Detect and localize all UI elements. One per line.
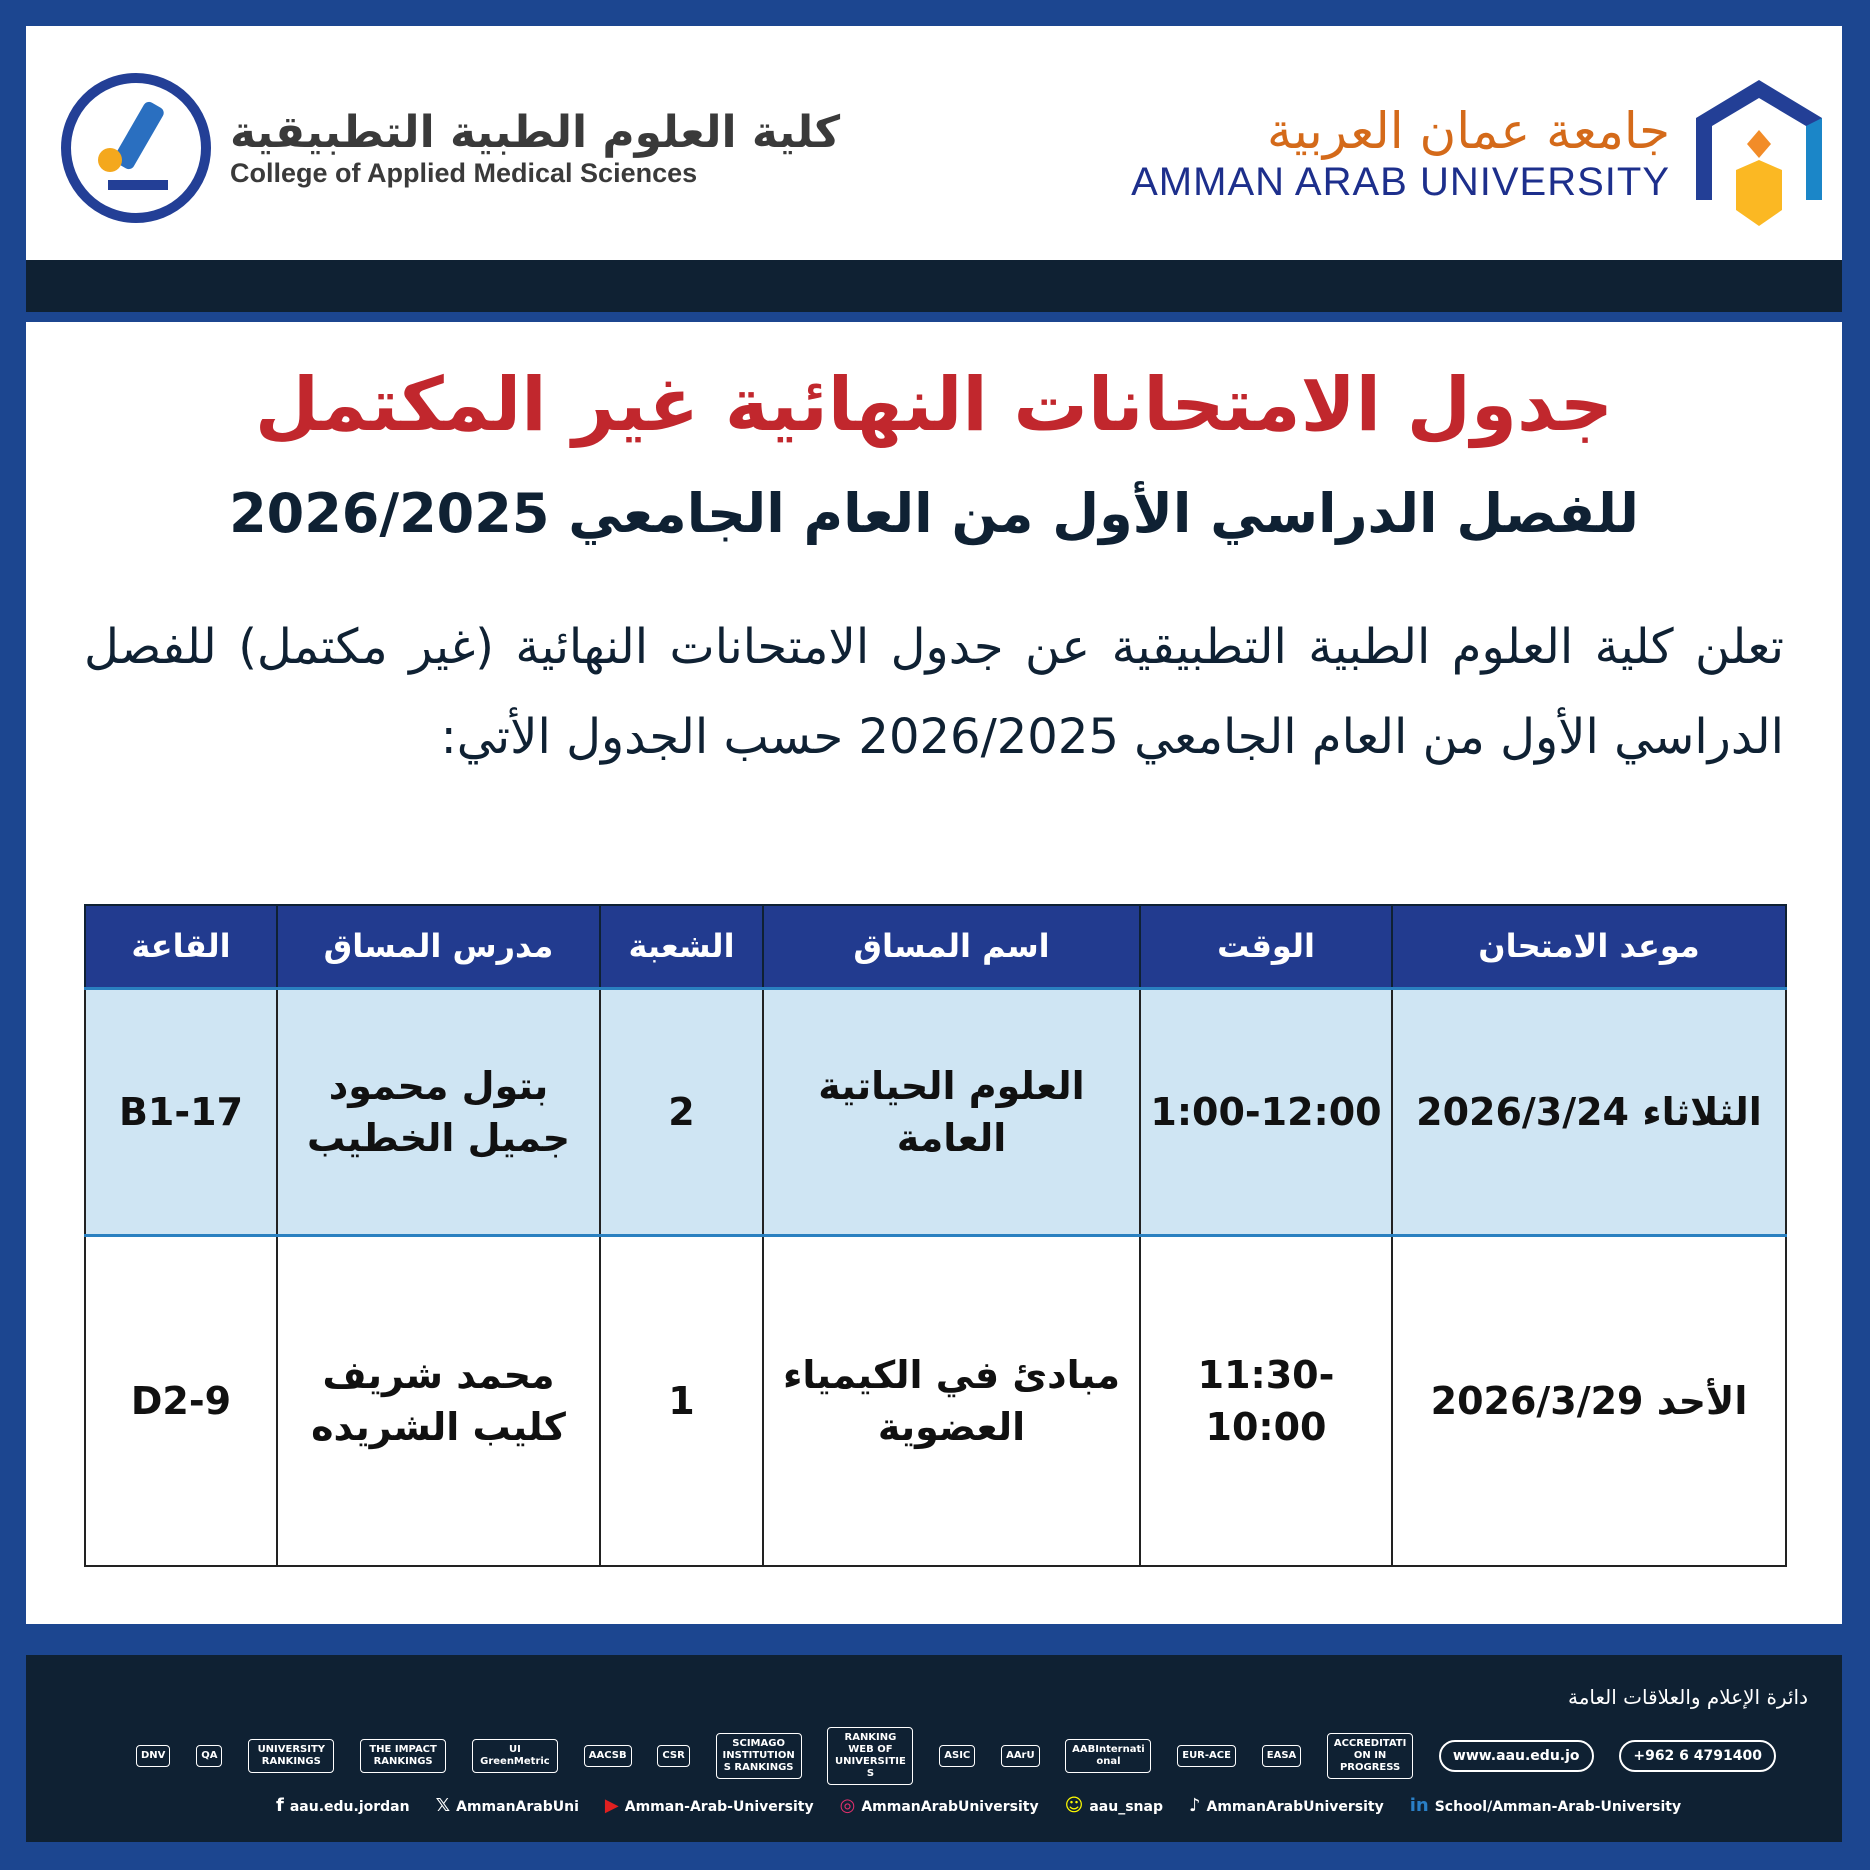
- university-emblem-icon: [1696, 80, 1822, 226]
- column-header: مدرس المساق: [277, 905, 600, 988]
- accreditation-badge: CSR: [657, 1745, 689, 1767]
- table-row: [85, 1235, 1786, 1566]
- accreditation-badge: AArU: [1001, 1745, 1040, 1767]
- announcement-text: تعلن كلية العلوم الطبية التطبيقية عن جدول الامتحانات النهائية (غير مكتمل) للفصل الدراسي الأول من العام الجامعي 2026/2025 حسب الجدول الأتي:: [84, 619, 1784, 765]
- exam-time: 11:30-10:00: [1140, 1235, 1392, 1566]
- header-divider-bar: [26, 260, 1842, 312]
- accreditation-badge: RANKING WEB OF UNIVERSITIES: [827, 1727, 913, 1785]
- website-link[interactable]: www.aau.edu.jo: [1439, 1740, 1594, 1772]
- exam-time: 1:00-12:00: [1140, 988, 1392, 1235]
- social-youtube[interactable]: ▶ Amman-Arab-University: [604, 1795, 814, 1816]
- social-instagram[interactable]: ◎ AmmanArabUniversity: [839, 1795, 1039, 1816]
- instructor: بتول محمود جميل الخطيب: [277, 988, 600, 1235]
- table-row: [85, 988, 1786, 1235]
- footer: [26, 1655, 1842, 1842]
- header: [26, 26, 1842, 260]
- social-x[interactable]: 𝕏 AmmanArabUni: [435, 1795, 579, 1816]
- department-name: دائرة الإعلام والعلاقات العامة: [1567, 1685, 1808, 1709]
- phone-number[interactable]: +962 6 4791400: [1619, 1740, 1776, 1772]
- college-name-ar: كلية العلوم الطبية التطبيقية: [230, 107, 841, 158]
- exam-date: الثلاثاء 2026/3/24: [1392, 988, 1786, 1235]
- exam-schedule-table: [84, 904, 1787, 1567]
- accreditation-badges: [136, 1727, 1776, 1785]
- column-header: موعد الامتحان: [1392, 905, 1786, 988]
- accreditation-badge: AACSB: [584, 1745, 632, 1767]
- room: B1-17: [85, 988, 277, 1235]
- column-header: الشعبة: [600, 905, 763, 988]
- social-linkedin[interactable]: in School/Amman-Arab-University: [1409, 1795, 1682, 1816]
- college-name-en: College of Applied Medical Sciences: [230, 158, 698, 188]
- accreditation-badge: ACCREDITATION IN PROGRESS: [1327, 1733, 1413, 1779]
- microscope-logo-icon: [58, 70, 214, 226]
- page-subtitle: للفصل الدراسي الأول من العام الجامعي 2026/2025: [229, 482, 1639, 545]
- announcement: [26, 322, 1842, 1624]
- accreditation-badge: UI GreenMetric: [472, 1739, 558, 1773]
- instagram-icon: ◎: [839, 1795, 856, 1816]
- course-name: العلوم الحياتية العامة: [763, 988, 1140, 1235]
- table-header-row: [85, 905, 1786, 988]
- social-facebook[interactable]: f aau.edu.jordan: [276, 1795, 410, 1816]
- accreditation-badge: EUR-ACE: [1177, 1745, 1236, 1767]
- room: D2-9: [85, 1235, 277, 1566]
- social-tiktok[interactable]: ♪ AmmanArabUniversity: [1188, 1795, 1384, 1816]
- college-logo: [58, 70, 840, 226]
- snapchat-icon: ☺: [1064, 1795, 1084, 1816]
- section: 1: [600, 1235, 763, 1566]
- column-header: اسم المساق: [763, 905, 1140, 988]
- tiktok-icon: ♪: [1188, 1795, 1201, 1816]
- accreditation-badge: UNIVERSITY RANKINGS: [248, 1739, 334, 1773]
- university-logo: [1131, 80, 1822, 226]
- section: 2: [600, 988, 763, 1235]
- page-title: جدول الامتحانات النهائية غير المكتمل: [254, 362, 1614, 448]
- instructor: محمد شريف كليب الشريده: [277, 1235, 600, 1566]
- linkedin-icon: in: [1409, 1795, 1429, 1816]
- exam-date: الأحد 2026/3/29: [1392, 1235, 1786, 1566]
- accreditation-badge: DNV: [136, 1745, 170, 1767]
- column-header: الوقت: [1140, 905, 1392, 988]
- accreditation-badge: EASA: [1262, 1745, 1302, 1767]
- social-links: [276, 1795, 1681, 1816]
- accreditation-badge: THE IMPACT RANKINGS: [360, 1739, 446, 1773]
- x-icon: 𝕏: [435, 1795, 451, 1816]
- social-snapchat[interactable]: ☺ aau_snap: [1064, 1795, 1163, 1816]
- youtube-icon: ▶: [604, 1795, 619, 1816]
- university-name-en: AMMAN ARAB UNIVERSITY: [1131, 159, 1670, 204]
- accreditation-badge: SCIMAGO INSTITUTIONS RANKINGS: [716, 1733, 802, 1779]
- course-name: مبادئ في الكيمياء العضوية: [763, 1235, 1140, 1566]
- facebook-icon: f: [276, 1795, 284, 1816]
- accreditation-badge: QA: [196, 1745, 222, 1767]
- column-header: القاعة: [85, 905, 277, 988]
- university-name-ar: جامعة عمان العربية: [1267, 101, 1670, 160]
- accreditation-badge: AABInternational: [1065, 1739, 1151, 1773]
- accreditation-badge: ASIC: [939, 1745, 975, 1767]
